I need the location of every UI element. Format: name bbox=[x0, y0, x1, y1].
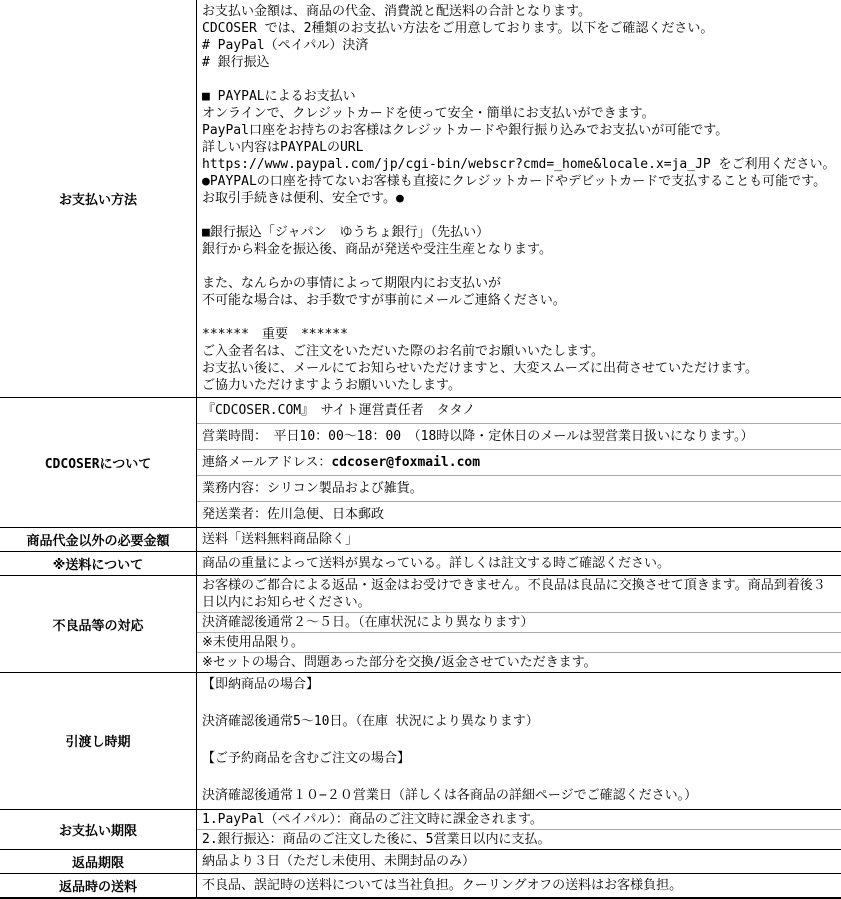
section-defective-items bbox=[0, 575, 841, 672]
row-header-return-deadline: 返品期限 bbox=[0, 850, 197, 873]
blank-line bbox=[202, 71, 836, 88]
text-line: # PayPal（ペイパル）決済 bbox=[202, 38, 369, 53]
about-business-hours: 営業時間： 平日10：00〜18：00 （18時以降・定休日のメールは翌営業日扱いになります。） bbox=[197, 423, 841, 449]
text-line: 詳しい内容はPAYPALのURL bbox=[202, 140, 364, 155]
blank-line bbox=[202, 732, 836, 751]
about-content bbox=[197, 398, 841, 527]
shipping-note-content bbox=[197, 552, 841, 575]
row-header-return-shipping: 返品時の送料 bbox=[0, 874, 197, 897]
delivery-time-content bbox=[197, 673, 841, 809]
defective-policy-text: お客様のご都合による返品・返金はお受けできません。不良品は良品に交換させて頂きます。商品到着後３日以内にお知らせください。 bbox=[202, 578, 826, 610]
contact-email-label: 連絡メールアドレス： bbox=[202, 455, 332, 470]
section-about bbox=[0, 397, 841, 527]
section-delivery-time bbox=[0, 672, 841, 809]
blank-line bbox=[202, 309, 836, 326]
payment-deadline-bank: 2.銀行振込：商品のご注文した後に、5営業日以内に支払。 bbox=[197, 829, 841, 849]
paypal-url-text: https://www.paypal.com/jp/cgi-bin/webscr?cmd=_home&locale.x=ja_JP をご利用ください。 bbox=[202, 157, 836, 172]
text-line: ●PAYPALの口座を持てないお客様も直接にクレジットカードやデビットカードで支払することも可能です。 bbox=[202, 174, 827, 189]
section-payment-method bbox=[0, 0, 841, 397]
section-return-shipping bbox=[0, 873, 841, 897]
section-shipping-note bbox=[0, 551, 841, 575]
blank-line bbox=[202, 695, 836, 714]
row-header-payment-method: お支払い方法 bbox=[0, 0, 197, 397]
defective-unused-note: ※未使用品限り。 bbox=[197, 632, 841, 652]
contact-email-address: cdcoser@foxmail.com bbox=[331, 455, 481, 470]
defective-set-note: ※セットの場合、問題あった部分を交換/返金させていただきます。 bbox=[197, 652, 841, 672]
section-extra-fee bbox=[0, 527, 841, 551]
text-line: CDCOSER では、2種類のお支払い方法をご用意しております。以下をご確認ください。 bbox=[202, 21, 714, 36]
text-line: ご入金者名は、ご注文をいただいた際のお名前でお願いいたします。 bbox=[202, 344, 604, 359]
about-contact-email-row bbox=[197, 449, 841, 475]
extra-fee-text: 送料「送料無料商品除く」 bbox=[202, 532, 359, 547]
shipping-note-text: 商品の重量によって送料が異なっている。詳しくは註文する時ご確認ください。 bbox=[202, 556, 671, 571]
blank-line bbox=[202, 769, 836, 788]
important-note-heading: ****** 重要 ****** bbox=[202, 327, 348, 342]
text-line: 銀行から料金を振込後、商品が発送や受注生産となります。 bbox=[202, 242, 552, 257]
row-header-about: CDCOSERについて bbox=[0, 398, 197, 527]
return-shipping-text: 不良品、誤記時の送料については当社負担。クーリングオフの送料はお客様負担。 bbox=[202, 877, 683, 893]
blank-line bbox=[202, 207, 836, 224]
text-line: PayPal口座をお持ちのお客様はクレジットカードや銀行振り込みでお支払いが可能です。 bbox=[202, 123, 729, 138]
about-business-description: 業務内容：シリコン製品および雑貨。 bbox=[197, 475, 841, 501]
text-line: ■ PAYPALによるお支払い bbox=[202, 89, 356, 104]
row-header-delivery-time: 引渡し時期 bbox=[0, 673, 197, 809]
text-line: 不可能な場合は、お手数ですが事前にメールご連絡ください。 bbox=[202, 293, 566, 308]
delivery-instock-text: 決済確認後通常5〜10日。（在庫 状況により異なります） bbox=[202, 714, 539, 729]
row-header-defective-items: 不良品等の対応 bbox=[0, 576, 197, 672]
payment-method-content bbox=[197, 0, 841, 397]
text-line: ■銀行振込「ジャパン ゆうちょ銀行」（先払い） bbox=[202, 225, 490, 240]
defective-processing-time: 決済確認後通常２〜５日。（在庫状況により異なります） bbox=[197, 612, 841, 632]
return-deadline-text: 納品より３日（ただし未使用、未開封品のみ） bbox=[202, 853, 476, 869]
delivery-preorder-text: 決済確認後通常１０−２０営業日（詳しくは各商品の詳細ページでご確認ください。） bbox=[202, 788, 698, 803]
defective-items-content bbox=[197, 576, 841, 672]
return-shipping-content bbox=[197, 874, 841, 897]
about-shipping-carriers: 発送業者：佐川急便、日本郵政 bbox=[197, 501, 841, 527]
row-header-extra-fee: 商品代金以外の必要金額 bbox=[0, 528, 197, 551]
delivery-preorder-heading: 【ご予約商品を含むご注文の場合】 bbox=[202, 751, 411, 766]
text-line: お取引手続きは便利、安全です。● bbox=[202, 191, 404, 206]
text-line: ご協力いただけますようお願いいたします。 bbox=[202, 378, 461, 393]
section-payment-deadline bbox=[0, 809, 841, 849]
row-header-payment-deadline: お支払い期限 bbox=[0, 810, 197, 849]
text-line: オンラインで、クレジットカードを使って安全・簡単にお支払いができます。 bbox=[202, 106, 655, 121]
delivery-instock-heading: 【即納商品の場合】 bbox=[202, 677, 320, 692]
text-line: お支払い後に、メールにてお知らせいただけますと、大変スムーズに出荷させていただけます。 bbox=[202, 361, 759, 376]
text-line: また、なんらかの事情によって期限内にお支払いが bbox=[202, 276, 502, 291]
payment-deadline-paypal: 1.PayPal（ペイパル）：商品のご注文時に課金されます。 bbox=[202, 811, 543, 827]
about-operator: 『CDCOSER.COM』 サイト運営責任者 タタノ bbox=[202, 403, 476, 418]
blank-line bbox=[202, 258, 836, 275]
extra-fee-content bbox=[197, 528, 841, 551]
text-line: # 銀行振込 bbox=[202, 55, 270, 70]
payment-deadline-content bbox=[197, 810, 841, 849]
return-deadline-content bbox=[197, 850, 841, 873]
section-return-deadline bbox=[0, 849, 841, 873]
row-header-shipping-note: ※送料について bbox=[0, 552, 197, 575]
text-line: お支払い金額は、商品の代金、消費説と配送料の合計となります。 bbox=[202, 4, 591, 19]
